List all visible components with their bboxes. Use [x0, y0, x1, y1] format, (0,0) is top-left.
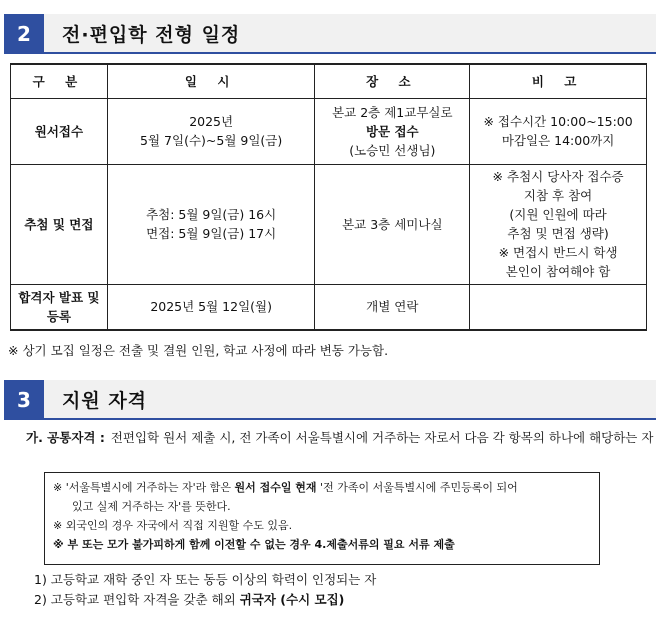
date-text: 5월 7일(수)~5월 9일(금) — [140, 133, 283, 148]
note-text: 추첨 및 면접 생략) — [507, 226, 609, 241]
notice-line: ※ 부 또는 모가 불가피하게 함께 이전할 수 없는 경우 4.제출서류의 필요 서류 제출 — [53, 538, 455, 551]
notice-bold-text: 원서 접수일 현재 — [234, 481, 317, 494]
section-title: 전·편입학 전형 일정 — [44, 14, 656, 54]
column-header: 비 고 — [470, 64, 647, 98]
column-header: 구 분 — [11, 64, 108, 98]
notice-line: ※ 외국인의 경우 자국에서 직접 지원할 수도 있음. — [53, 519, 293, 532]
list-item — [34, 590, 376, 610]
notice-text: ※ '서울특별시에 거주하는 자'라 함은 — [53, 481, 235, 494]
note-text: ※ 접수시간 10:00~15:00 — [483, 114, 633, 129]
row-date: 2025년 5월 12일(월) — [107, 284, 315, 330]
notice-box — [44, 472, 600, 565]
row-category: 원서접수 — [11, 98, 108, 164]
common-qualification-label: 가. 공통자격 : — [26, 430, 105, 445]
place-text: (노승민 선생님) — [349, 142, 436, 158]
row-note — [470, 164, 647, 284]
category-text: 등록 — [46, 308, 71, 324]
note-text: 지참 후 참여 — [523, 188, 593, 203]
row-date — [107, 98, 315, 164]
notice-text: '전 가족이 서울특별시에 주민등록이 되어 — [316, 481, 518, 494]
list-item: 1) 고등학교 재학 중인 자 또는 동등 이상의 학력이 인정되는 자 — [34, 572, 377, 587]
notice-line: 있고 실제 거주하는 자'를 뜻한다. — [72, 500, 231, 513]
row-date — [107, 164, 315, 284]
common-qualification-text: 전편입학 원서 제출 시, 전 가족이 서울특별시에 거주하는 자로서 다음 각 항목의 하나에 해당하는 자 — [110, 430, 654, 445]
place-text: 방문 접수 — [365, 123, 419, 139]
list-item-text: 2) 고등학교 편입학 자격을 갖춘 해외 — [34, 592, 240, 607]
section-2-header — [4, 14, 656, 54]
date-text: 추첨: 5월 9일(금) 16시 — [146, 207, 277, 222]
notice-line — [53, 478, 591, 497]
date-text: 2025년 — [189, 114, 234, 129]
category-text: 합격자 발표 및 — [18, 289, 100, 305]
section-number: 2 — [4, 14, 44, 54]
note-text: ※ 면접시 반드시 학생 — [498, 245, 618, 260]
row-place: 본교 3층 세미나실 — [315, 164, 470, 284]
schedule-footnote: ※ 상기 모집 일정은 전출 및 결원 인원, 학교 사정에 따라 변동 가능함. — [8, 343, 389, 358]
row-note — [470, 98, 647, 164]
column-header: 장 소 — [315, 64, 470, 98]
note-text: (지원 인원에 따라 — [509, 207, 607, 222]
table-row — [11, 164, 647, 284]
table-header-row — [11, 64, 647, 98]
date-text: 면접: 5월 9일(금) 17시 — [146, 226, 277, 241]
row-category — [11, 284, 108, 330]
note-text: ※ 추첨시 당사자 접수증 — [492, 169, 624, 184]
table-row — [11, 284, 647, 330]
table-row — [11, 98, 647, 164]
section-title: 지원 자격 — [44, 380, 656, 420]
section-3-header — [4, 380, 656, 420]
qualification-list — [34, 570, 376, 610]
note-text: 마감일은 14:00까지 — [501, 133, 615, 148]
common-qualification — [26, 428, 656, 447]
column-header: 일 시 — [107, 64, 315, 98]
row-place — [315, 98, 470, 164]
schedule-table — [10, 63, 647, 331]
place-text: 본교 2층 제1교무실로 — [332, 104, 453, 120]
row-category: 추첨 및 면접 — [11, 164, 108, 284]
row-note — [470, 284, 647, 330]
list-item-bold-text: 귀국자 (수시 모집) — [239, 592, 345, 607]
section-number: 3 — [4, 380, 44, 420]
row-place: 개별 연락 — [315, 284, 470, 330]
note-text: 본인이 참여해야 함 — [505, 264, 611, 279]
